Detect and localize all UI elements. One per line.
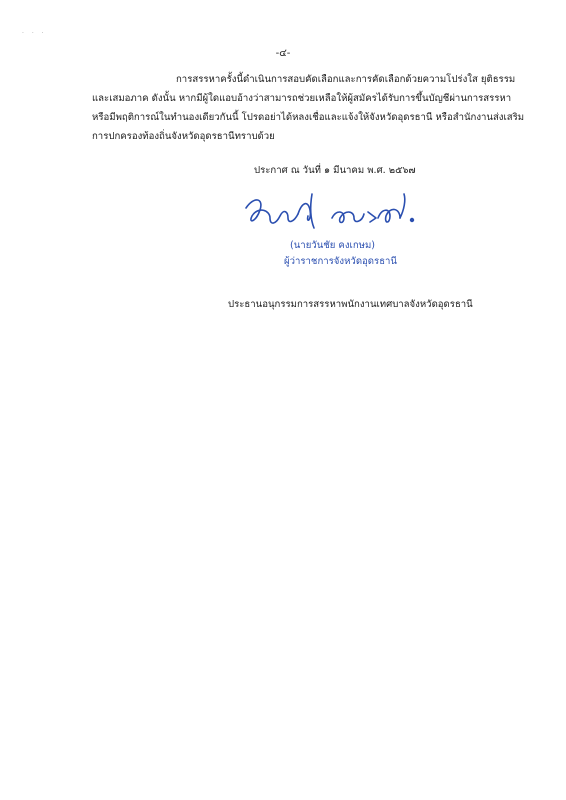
paragraph-line: การสรรหาครั้งนี้ดำเนินการสอบคัดเลือกและการคัดเลือกด้วยความโปร่งใส ยุติธรรม: [176, 74, 516, 85]
signer-position: ผู้ว่าราชการจังหวัดอุดรธานี: [284, 256, 397, 267]
handwritten-signature: [236, 188, 426, 236]
paragraph-line: และเสมอภาค ดังนั้น หากมีผู้ใดแอบอ้างว่าสามารถช่วยเหลือให้ผู้สมัครได้รับการขึ้นบัญชีผ่านการสรรหา: [92, 93, 512, 104]
signer-name: (นายวันชัย คงเกษม): [290, 240, 376, 251]
paragraph-line: หรือมีพฤติการณ์ในทำนองเดียวกันนี้ โปรดอย่าได้หลงเชื่อและแจ้งให้จังหวัดอุดรธานี หรือสำนักงานส่งเสริม: [92, 112, 525, 123]
paragraph-line: การปกครองท้องถิ่นจังหวัดอุดรธานีทราบด้วย: [92, 131, 275, 142]
announcement-date: ประกาศ ณ วันที่ ๑ มีนาคม พ.ศ. ๒๕๖๗: [254, 165, 416, 176]
page-number: -๔-: [275, 48, 291, 59]
scan-speck: · · ·: [22, 30, 47, 37]
chairman-title: ประธานอนุกรรมการสรรหาพนักงานเทศบาลจังหวัดอุดรธานี: [228, 299, 473, 310]
